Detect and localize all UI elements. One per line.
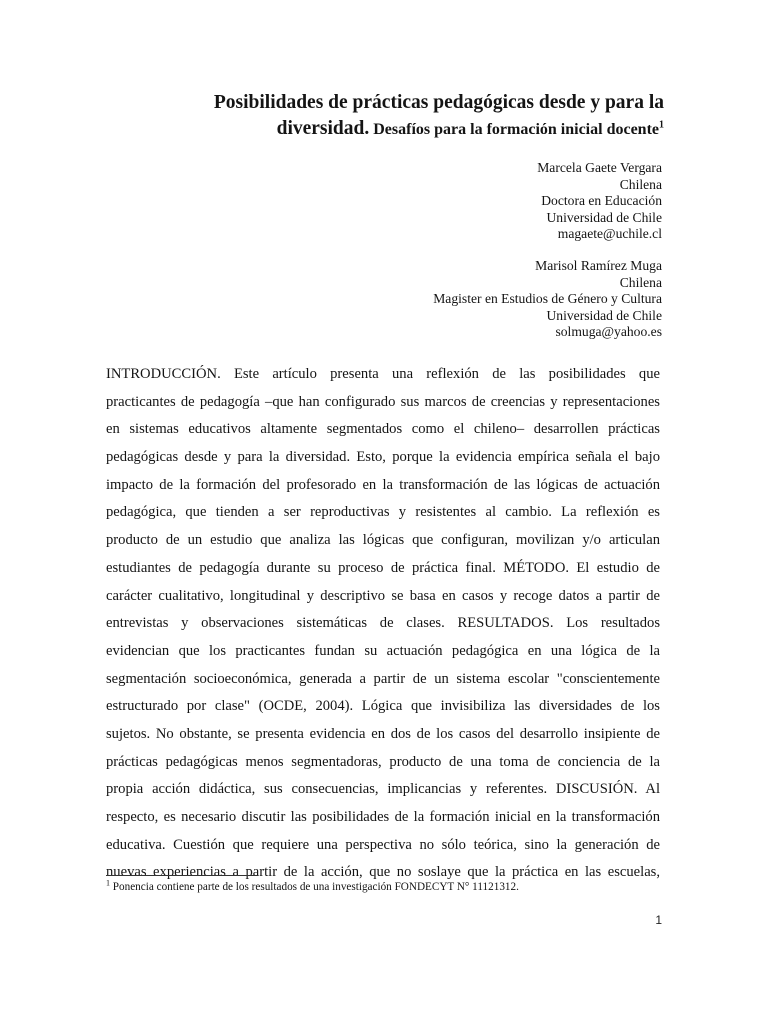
author-degree: Magister en Estudios de Género y Cultura bbox=[433, 291, 662, 307]
author-email: solmuga@yahoo.es bbox=[555, 324, 662, 340]
abstract-line: educativa. Cuestión que requiere una perspectiva no sólo teórica, sino la generación de bbox=[106, 836, 660, 853]
abstract-line: impacto de la formación del profesorado en la transformación de las lógicas de actuación bbox=[106, 476, 660, 493]
title-main-end: diversidad. bbox=[276, 118, 370, 139]
author-block-1 bbox=[300, 160, 662, 243]
abstract-line: carácter cualitativo, longitudinal y descriptivo se basa en casos y recoge datos a partir de bbox=[106, 587, 660, 604]
title-line-1: Posibilidades de prácticas pedagógicas desde y para la bbox=[213, 92, 664, 113]
author-name: Marcela Gaete Vergara bbox=[537, 160, 662, 175]
footnote bbox=[106, 880, 666, 894]
abstract-line: segmentación socioeconómica, generada a partir de un sistema escolar "conscientemente bbox=[106, 670, 660, 687]
abstract-line: INTRODUCCIÓN. Este artículo presenta una reflexión de las posibilidades que bbox=[106, 366, 660, 382]
title-subtitle bbox=[373, 121, 664, 138]
author-institution: Universidad de Chile bbox=[546, 209, 662, 225]
title-line-2 bbox=[100, 116, 664, 143]
abstract-line: en sistemas educativos altamente segmentados como el chileno– desarrollen prácticas bbox=[106, 421, 660, 438]
abstract-line: pedagógica, que tienden a ser reproductivas y resistentes al cambio. La reflexión es bbox=[106, 504, 660, 521]
subtitle-text: Desafíos para la formación inicial docente bbox=[373, 121, 659, 138]
paper-title bbox=[100, 90, 664, 143]
abstract-line: estudiantes de pedagogía durante su proceso de práctica final. MÉTODO. El estudio de bbox=[106, 559, 660, 576]
author-nationality: Chilena bbox=[619, 176, 662, 192]
abstract-line: sujetos. No obstante, se presenta evidencia en dos de los casos del desarrollo insipiente de bbox=[106, 725, 660, 742]
abstract-line: nuevas experiencias a partir de la acción, que no soslaye que la práctica en las escuelas, bbox=[106, 864, 660, 881]
title-footnote-marker: 1 bbox=[659, 119, 664, 131]
abstract-line: respecto, es necesario discutir las posibilidades de la formación inicial en la transformación bbox=[106, 809, 660, 825]
page-number: 1 bbox=[655, 913, 662, 927]
abstract bbox=[106, 361, 660, 887]
abstract-line: entrevistas y observaciones sistemáticas de clases. RESULTADOS. Los resultados bbox=[106, 615, 660, 632]
footnote-text: Ponencia contiene parte de los resultados de una investigación FONDECYT N° 11121312. bbox=[110, 881, 519, 893]
footnote-marker: 1 bbox=[106, 878, 110, 888]
abstract-line: practicantes de pedagogía –que han configurado sus marcos de creencias y representaciones bbox=[106, 393, 660, 410]
abstract-line: prácticas pedagógicas menos segmentadoras, producto de una toma de conciencia de la bbox=[106, 753, 660, 770]
author-block-2 bbox=[300, 258, 662, 341]
abstract-line: producto de un estudio que analiza las lógicas que configuran, movilizan y/o articulan bbox=[106, 532, 660, 549]
author-institution: Universidad de Chile bbox=[546, 307, 662, 323]
abstract-line: propia acción didáctica, sus consecuencias, implicancias y referentes. DISCUSIÓN. Al bbox=[106, 781, 660, 798]
author-degree: Doctora en Educación bbox=[541, 193, 662, 209]
author-email: magaete@uchile.cl bbox=[557, 226, 662, 242]
author-nationality: Chilena bbox=[619, 274, 662, 290]
author-name: Marisol Ramírez Muga bbox=[535, 258, 662, 273]
abstract-line: pedagógicas desde y para la diversidad. Esto, porque la evidencia empírica señala el bajo bbox=[106, 449, 660, 466]
abstract-line: estructurado por clase" (OCDE, 2004). Lógica que invisibiliza las diversidades de los bbox=[106, 698, 660, 715]
footnote-divider bbox=[106, 875, 258, 876]
abstract-line: evidencian que los practicantes fundan su actuación pedagógica en una lógica de la bbox=[106, 642, 660, 659]
